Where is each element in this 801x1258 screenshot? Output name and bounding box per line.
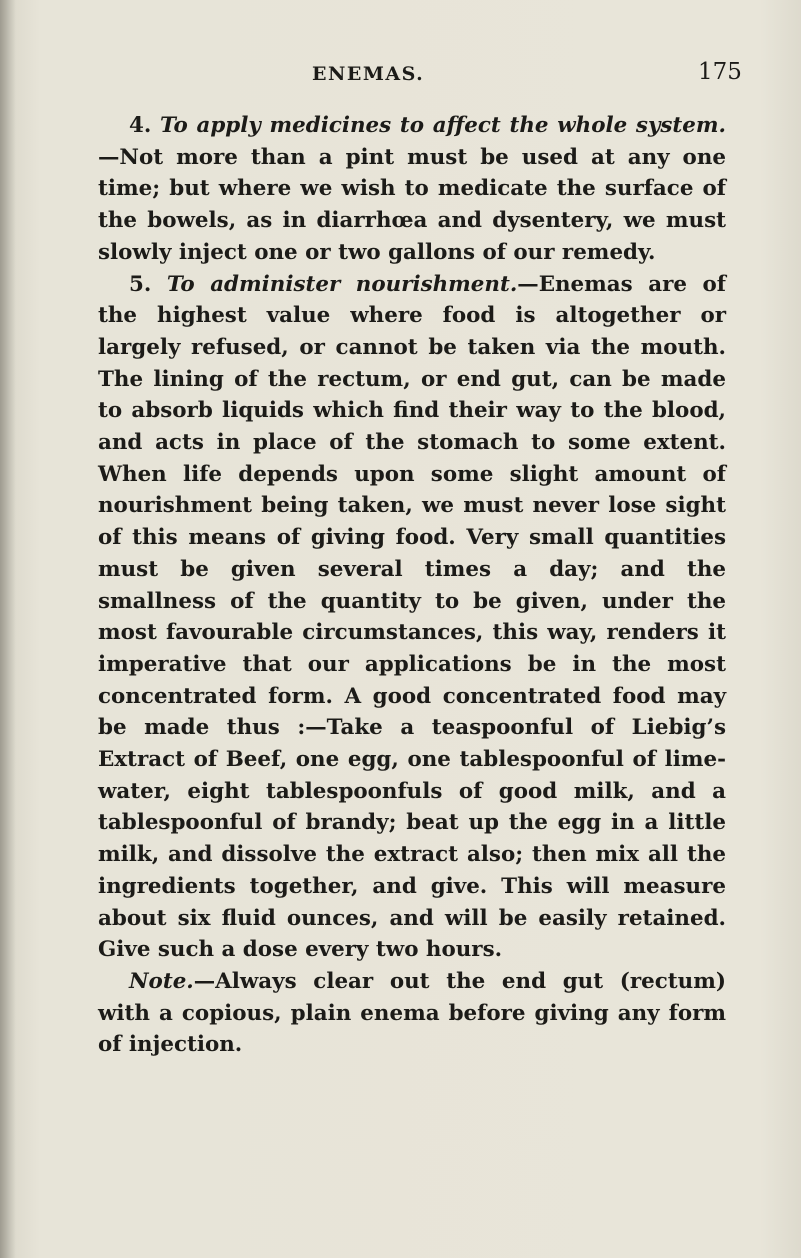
running-head: ENEMAS. xyxy=(312,63,425,85)
note-label: Note. xyxy=(129,968,194,994)
paragraph-number: 5. xyxy=(129,271,152,297)
paragraph-title: To apply medicines to affect the whole system. xyxy=(160,113,726,138)
binding-gutter xyxy=(0,0,16,1258)
paragraph-title: To administer nourishment. xyxy=(166,271,518,297)
paragraph-note xyxy=(98,966,726,1061)
page-header xyxy=(0,57,801,93)
paragraph-5 xyxy=(98,269,726,966)
paragraph-4 xyxy=(98,110,726,269)
paragraph-number: 4. xyxy=(129,113,152,138)
paragraph-body: —Not more than a pint must be used at any one time; but where we wish to medicate the surface of the bowels, as in diarrhœa and dysentery, we must slowly inject one or two gallons of our remedy. xyxy=(98,144,726,265)
body-text xyxy=(98,110,726,1061)
page-number: 175 xyxy=(698,59,742,85)
note-body: —Always clear out the end gut (rectum) with a copious, plain enema before giving any form of injection. xyxy=(98,968,726,1058)
paragraph-body: —Enemas are of the highest value where food is altogether or largely refused, or cannot be taken via the mouth. The lining of the rectum, or end gut, can be made to absorb liquids which find their way to the blood, and acts in place of the stomach to some extent. When life depends upon some slight amount of nourishment being taken, we must never lose sight of this means of giving food. Very small quantities must be given several times a day; and the smallness of the quantity to be given, under the most favourable circumstances, this way, renders it imperative that our applications be in the most concentrated form. A good concentrated food may be made thus :—Take a teaspoonful of Liebig’s Extract of Beef, one egg, one tablespoonful of lime-water, eight tablespoonfuls of good milk, and a tablespoonful of brandy; beat up the egg in a little milk, and dissolve the extract also; then mix all the ingredients together, and give. This will measure about six fluid ounces, and will be easily retained. Give such a dose every two hours. xyxy=(98,271,727,963)
